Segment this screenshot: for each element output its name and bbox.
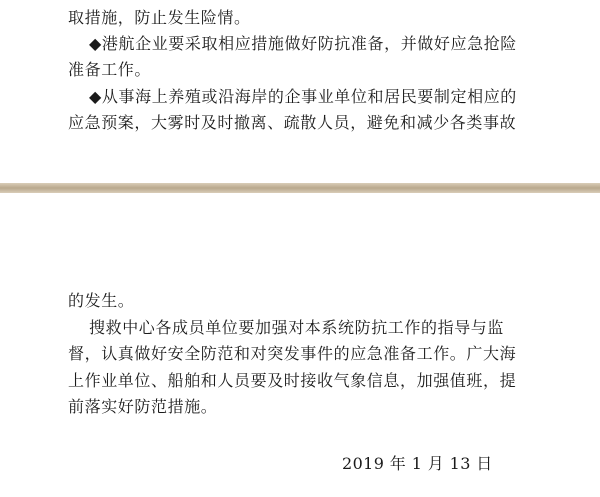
bullet-line: ◆从事海上养殖或沿海岸的企事业单位和居民要制定相应的 [89, 87, 517, 106]
text-line: 前落实好防范措施。 [68, 397, 218, 416]
text-line: 应急预案，大雾时及时撤离、疏散人员，避免和减少各类事故 [68, 113, 517, 132]
page-top [0, 0, 600, 183]
text-line: 的发生。 [68, 291, 135, 310]
text-line: 准备工作。 [68, 60, 152, 79]
bullet-line: ◆港航企业要采取相应措施做好防抗准备，并做好应急抢险 [89, 34, 517, 53]
text-line: 上作业单位、船舶和人员要及时接收气象信息，加强值班，提 [68, 371, 517, 390]
paragraph-first-line: 搜救中心各成员单位要加强对本系统防抗工作的指导与监 [89, 318, 505, 337]
document-date: 2019 年 1 月 13 日 [342, 454, 493, 473]
text-line: 督，认真做好安全防范和对突发事件的应急准备工作。广大海 [68, 344, 517, 363]
text-line: 取措施，防止发生险情。 [68, 8, 251, 27]
page-break-divider [0, 183, 600, 193]
